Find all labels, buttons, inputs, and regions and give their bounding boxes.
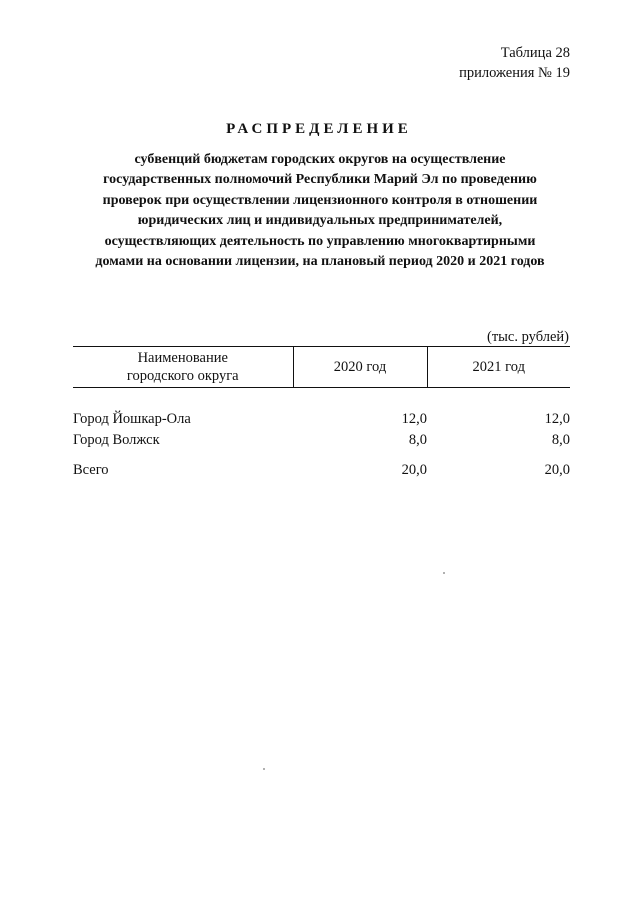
appendix-reference [459,43,570,83]
document-title: РАСПРЕДЕЛЕНИЕ [226,121,412,137]
scan-speck [263,768,265,770]
spacer-row [73,388,570,410]
value-2020: 8,0 [408,432,427,448]
column-header-name-line2: городского округа [126,368,239,384]
subtitle-line: юридических лиц и индивидуальных предпринимателей, [137,213,503,229]
subtitle-line: государственных полномочий Республики Марий Эл по проведению [103,172,537,188]
column-header-2021: 2021 год [427,347,570,388]
unit-note: (тыс. рублей) [487,329,569,345]
column-header-name-line1: Наименование [137,350,228,366]
table-number: Таблица 28 [500,45,570,61]
value-2021: 12,0 [544,411,570,427]
budget-table [73,346,570,481]
subtitle-line: домами на основании лицензии, на плановый период 2020 и 2021 годов [95,254,545,270]
table-header-row [73,347,570,388]
total-2020: 20,0 [401,462,427,478]
table-row [73,409,570,430]
subtitle-line: проверок при осуществлении лицензионного контроля в отношении [102,192,538,208]
total-2021: 20,0 [544,462,570,478]
column-header-name [73,347,293,388]
subtitle-line: субвенций бюджетам городских округов на осуществление [134,152,506,167]
value-2021: 8,0 [551,432,570,448]
spacer-row [73,451,570,460]
total-label: Всего [73,462,109,478]
total-row [73,460,570,481]
appendix-number: приложения № 19 [459,65,570,81]
scan-speck [443,572,445,574]
table-row [73,430,570,451]
district-name: Город Йошкар-Ола [73,411,191,427]
document-subtitle [70,150,570,272]
subtitle-line: осуществляющих деятельность по управлению многоквартирными [104,233,536,249]
column-header-2020: 2020 год [293,347,427,388]
value-2020: 12,0 [401,411,427,427]
district-name: Город Волжск [73,432,160,448]
